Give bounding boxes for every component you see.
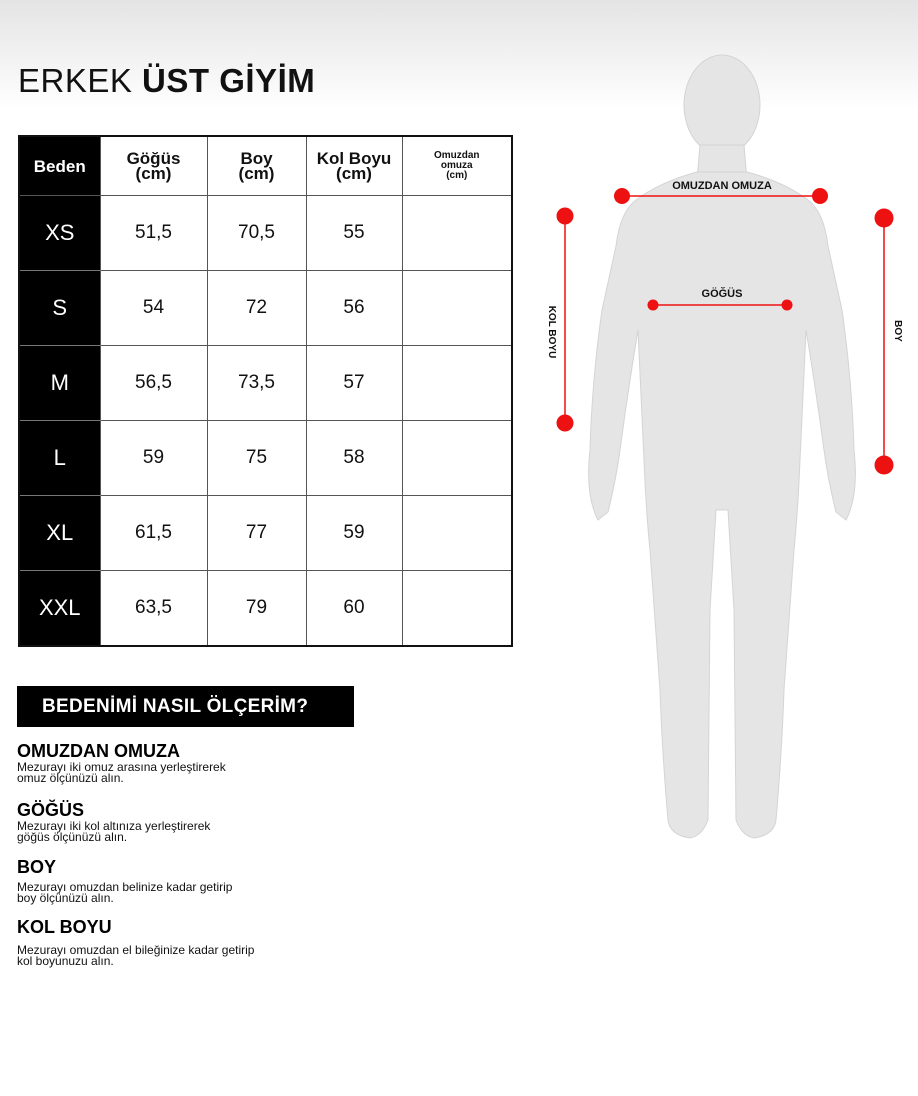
table-row	[19, 196, 512, 271]
sleeve-cell: 60	[306, 571, 402, 646]
shoulder-cell	[402, 271, 512, 346]
shoulder-cell	[402, 571, 512, 646]
chest-marker-left	[648, 300, 659, 311]
guide-text: Mezurayı iki omuz arasına yerleştirerek omuz ölçünüzü alın.	[17, 760, 226, 785]
header-size: Beden	[19, 136, 100, 196]
header-height: Boy (cm)	[207, 136, 306, 196]
sleeve-marker-bottom	[557, 415, 574, 432]
header-chest: Göğüs (cm)	[100, 136, 207, 196]
guide-shoulder	[17, 741, 327, 784]
chest-cell: 61,5	[100, 496, 207, 571]
guide-chest	[17, 800, 327, 843]
height-cell: 73,5	[207, 346, 306, 421]
chest-cell: 56,5	[100, 346, 207, 421]
size-label: S	[19, 271, 100, 346]
size-label: XXL	[19, 571, 100, 646]
guide-heading: GÖĞÜS	[17, 800, 85, 820]
header-sleeve: Kol Boyu (cm)	[306, 136, 402, 196]
height-marker-top	[875, 209, 894, 228]
table-row	[19, 421, 512, 496]
chest-cell: 54	[100, 271, 207, 346]
size-label: XL	[19, 496, 100, 571]
guide-sleeve	[17, 917, 327, 967]
height-cell: 77	[207, 496, 306, 571]
table-row	[19, 271, 512, 346]
table-row	[19, 346, 512, 421]
shoulder-marker-left	[614, 188, 630, 204]
shoulder-marker-right	[812, 188, 828, 204]
how-to-measure-title: BEDENİMİ NASIL ÖLÇERİM?	[17, 686, 354, 727]
size-label: M	[19, 346, 100, 421]
sleeve-label: KOL BOYU	[546, 305, 557, 359]
shoulder-cell	[402, 196, 512, 271]
guide-heading: BOY	[17, 857, 57, 877]
title-light: ERKEK	[18, 62, 133, 99]
sleeve-cell: 58	[306, 421, 402, 496]
height-cell: 79	[207, 571, 306, 646]
body-figure	[540, 50, 910, 850]
sleeve-marker-top	[557, 208, 574, 225]
size-label: XS	[19, 196, 100, 271]
shoulder-cell	[402, 421, 512, 496]
sleeve-cell: 59	[306, 496, 402, 571]
header-shoulder: Omuzdan omuza (cm)	[402, 136, 512, 196]
height-cell: 72	[207, 271, 306, 346]
sleeve-cell: 57	[306, 346, 402, 421]
height-cell: 70,5	[207, 196, 306, 271]
shoulder-cell	[402, 496, 512, 571]
chest-marker-right	[782, 300, 793, 311]
guide-text: Mezurayı omuzdan el bileğinize kadar getirip kol boyunuzu alın.	[17, 943, 255, 968]
shoulder-label: OMUZDAN OMUZA	[672, 180, 772, 192]
size-label: L	[19, 421, 100, 496]
guide-heading: KOL BOYU	[17, 917, 112, 937]
guide-heading: OMUZDAN OMUZA	[17, 741, 180, 761]
page-title	[18, 62, 315, 100]
height-marker-bottom	[875, 456, 894, 475]
height-label: BOY	[892, 320, 903, 342]
chest-label: GÖĞÜS	[701, 288, 743, 300]
chest-cell: 51,5	[100, 196, 207, 271]
title-bold: ÜST GİYİM	[142, 62, 316, 99]
body-silhouette	[589, 55, 856, 838]
chest-cell: 63,5	[100, 571, 207, 646]
height-cell: 75	[207, 421, 306, 496]
size-table-header	[19, 136, 512, 196]
guide-text: Mezurayı iki kol altınıza yerleştirerek göğüs ölçünüzü alın.	[17, 819, 211, 844]
guide-text: Mezurayı omuzdan belinize kadar getirip boy ölçünüzü alın.	[17, 880, 233, 905]
size-table	[18, 135, 513, 647]
guide-height	[17, 857, 327, 904]
sleeve-cell: 56	[306, 271, 402, 346]
shoulder-cell	[402, 346, 512, 421]
sleeve-cell: 55	[306, 196, 402, 271]
table-row	[19, 496, 512, 571]
chest-cell: 59	[100, 421, 207, 496]
table-row	[19, 571, 512, 646]
